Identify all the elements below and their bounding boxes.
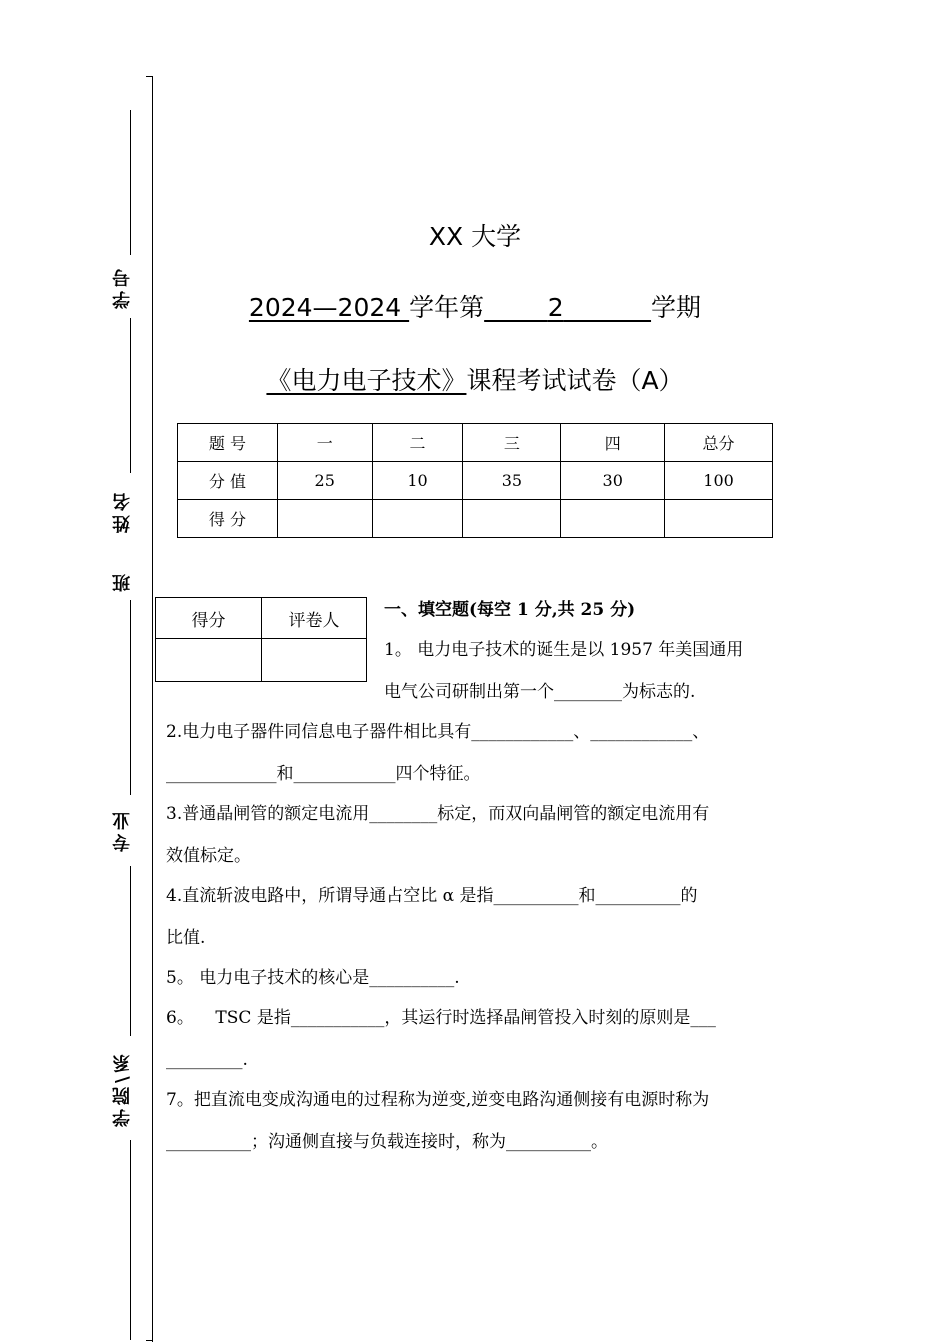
course-name: 《电力电子技术》 — [266, 366, 467, 395]
table-cell: 题 号 — [178, 424, 278, 462]
question-line: 比值. — [166, 928, 206, 948]
table-cell: 得 分 — [178, 500, 278, 538]
score-entry-cell[interactable] — [463, 500, 561, 538]
question-line: _________. — [166, 1050, 248, 1070]
table-row — [178, 500, 773, 538]
table-row — [178, 424, 773, 462]
term-line — [0, 293, 950, 323]
table-cell: 35 — [463, 462, 561, 500]
table-cell: 一 — [277, 424, 372, 462]
major-label: 专业 — [112, 808, 133, 852]
question-line: 电气公司研制出第一个________为标志的. — [384, 682, 696, 702]
name-label: 姓名 — [112, 489, 133, 533]
table-cell: 总分 — [665, 424, 773, 462]
table-row — [156, 598, 367, 639]
table-cell: 10 — [372, 462, 463, 500]
question-line: 5。 电力电子技术的核心是__________. — [166, 968, 460, 988]
term-suffix: 学期 — [651, 293, 702, 322]
score-entry-cell[interactable] — [372, 500, 463, 538]
question-line: _____________和____________四个特征。 — [166, 764, 481, 784]
score-table — [177, 423, 773, 538]
grader-name-label: 评卷人 — [262, 598, 367, 639]
class-label: 班 — [112, 570, 133, 592]
grader-score-label: 得分 — [156, 598, 262, 639]
question-line: 3.普通晶闸管的额定电流用________标定，而双向晶闸管的额定电流用有 — [166, 804, 710, 824]
binding-line — [152, 76, 153, 1342]
score-entry-cell[interactable] — [561, 500, 665, 538]
exam-title — [0, 366, 950, 396]
question-line: 4.直流斩波电路中，所谓导通占空比 α 是指__________和__________的 — [166, 886, 698, 906]
grader-box — [155, 597, 367, 682]
exam-title-text: 课程考试试卷（A） — [466, 366, 684, 395]
college-label: 学院\系 — [112, 1050, 133, 1128]
table-cell: 分 值 — [178, 462, 278, 500]
question-line: 效值标定。 — [166, 846, 251, 866]
question-line: 6。 TSC 是指___________，其运行时选择晶闸管投入时刻的原则是___ — [166, 1008, 716, 1028]
term-number-field: 2 — [547, 293, 564, 322]
table-cell: 三 — [463, 424, 561, 462]
question-line: 7。把直流电变成沟通电的过程称为逆变,逆变电路沟通侧接有电源时称为 — [166, 1090, 710, 1110]
question-line: 2.电力电子器件同信息电子器件相比具有____________、____________、 — [166, 722, 710, 742]
binding-tick-bottom — [146, 1340, 153, 1341]
major-line — [130, 866, 131, 1036]
table-row — [156, 639, 367, 682]
grader-name-cell[interactable] — [262, 639, 367, 682]
table-row — [178, 462, 773, 500]
college-line — [130, 1140, 131, 1340]
question-line: __________；沟通侧直接与负载连接时，称为__________。 — [166, 1132, 608, 1152]
university-title: XX 大学 — [428, 222, 522, 251]
student-id-label: 学号 — [112, 265, 133, 309]
section-heading: 一、填空题(每空 1 分,共 25 分) — [384, 600, 636, 620]
table-cell: 二 — [372, 424, 463, 462]
question-line: 1。 电力电子技术的诞生是以 1957 年美国通用 — [384, 640, 744, 660]
score-entry-cell[interactable] — [665, 500, 773, 538]
table-cell: 30 — [561, 462, 665, 500]
binding-tick-top — [146, 76, 153, 77]
table-cell: 25 — [277, 462, 372, 500]
class-line — [130, 600, 131, 795]
term-mid: 学年第 — [409, 293, 485, 322]
table-cell: 100 — [665, 462, 773, 500]
table-cell: 四 — [561, 424, 665, 462]
score-entry-cell[interactable] — [277, 500, 372, 538]
grader-score-cell[interactable] — [156, 639, 262, 682]
term-years: 2024—2024 — [248, 293, 410, 322]
